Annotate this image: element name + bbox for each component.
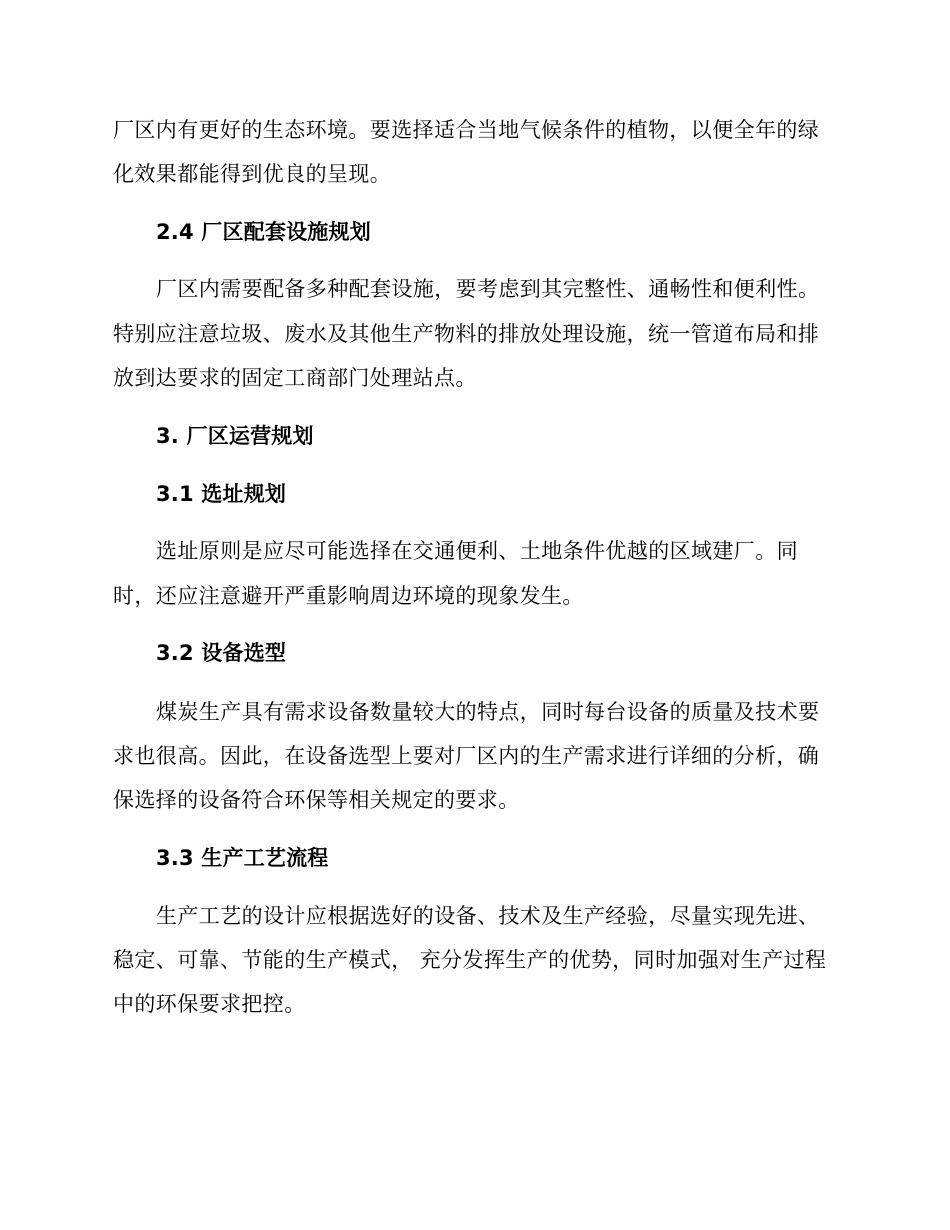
section-heading-2-4: 2.4 厂区配套设施规划 bbox=[156, 220, 371, 244]
paragraph-line: 特别应注意垃圾、废水及其他生产物料的排放处理设施，统一管道布局和排 bbox=[113, 322, 820, 346]
paragraph-line: 生产工艺的设计应根据选好的设备、技术及生产经验，尽量实现先进、 bbox=[156, 904, 820, 928]
section-heading-3: 3. 厂区运营规划 bbox=[156, 424, 314, 448]
paragraph-line: 保选择的设备符合环保等相关规定的要求。 bbox=[113, 788, 520, 812]
paragraph-line: 中的环保要求把控。 bbox=[113, 992, 306, 1016]
paragraph-line: 稳定、可靠、节能的生产模式， 充分发挥生产的优势，同时加强对生产过程 bbox=[113, 948, 827, 972]
section-heading-3-1: 3.1 选址规划 bbox=[156, 482, 287, 506]
section-heading-3-3: 3.3 生产工艺流程 bbox=[156, 846, 329, 870]
paragraph-line: 厂区内有更好的生态环境。要选择适合当地气候条件的植物，以便全年的绿 bbox=[113, 118, 820, 142]
paragraph-line: 煤炭生产具有需求设备数量较大的特点，同时每台设备的质量及技术要 bbox=[156, 700, 820, 724]
paragraph-line: 时，还应注意避开严重影响周边环境的现象发生。 bbox=[113, 584, 584, 608]
section-heading-3-2: 3.2 设备选型 bbox=[156, 641, 287, 665]
paragraph-line: 放到达要求的固定工商部门处理站点。 bbox=[113, 366, 477, 390]
paragraph-line: 求也很高。因此，在设备选型上要对厂区内的生产需求进行详细的分析，确 bbox=[113, 744, 820, 768]
paragraph-line: 厂区内需要配备多种配套设施，要考虑到其完整性、通畅性和便利性。 bbox=[156, 277, 820, 301]
paragraph-line: 化效果都能得到优良的呈现。 bbox=[113, 162, 392, 186]
paragraph-line: 选址原则是应尽可能选择在交通便利、土地条件优越的区域建厂。同 bbox=[156, 539, 798, 563]
